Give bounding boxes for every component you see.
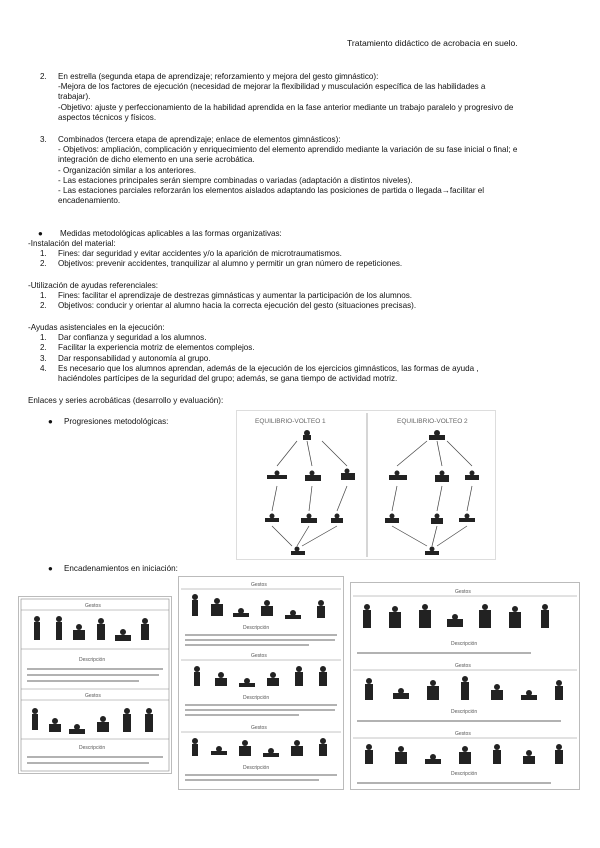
progresiones-bullet: ● Progresiones metodológicas: xyxy=(48,417,169,426)
left-descripcion-2: Descripción xyxy=(79,745,106,751)
instalacion-num-1: 1. xyxy=(40,249,47,259)
middle-descripcion-1: Descripción xyxy=(243,625,270,631)
item-3-title: Combinados (tercera etapa de aprendizaje; enlace de elementos gimnásticos): xyxy=(58,135,341,144)
instalacion-num-2: 2. xyxy=(40,259,47,269)
encadenamiento-left-drawing xyxy=(19,597,171,773)
item-3-block xyxy=(40,135,580,206)
ayudas-ref-item-2: Objetivos: conducir y orientar al alumno hacia la correcta ejecución del gesto (situaciones precisas). xyxy=(58,301,417,311)
ayudas-asist-num-2: 2. xyxy=(40,343,47,353)
item-2-title: En estrella (segunda etapa de aprendizaje; reforzamiento y mejora del gesto gimnástico): xyxy=(58,72,379,81)
instalacion-title: -Instalación del material: xyxy=(28,239,116,248)
encadenamiento-figure-middle xyxy=(178,576,344,790)
middle-descripcion-2: Descripción xyxy=(243,695,270,701)
item-2-line-1: -Mejora de los factores de ejecución (necesidad de mejorar la flexibilidad y musculación específica de las habilidades a xyxy=(58,82,486,92)
middle-gestos-3: Gestos xyxy=(251,725,267,731)
ayudas-asist-item-3: Dar responsabilidad y autonomía al grupo. xyxy=(58,353,211,363)
right-descripcion-1: Descripción xyxy=(451,641,478,647)
left-gestos-1: Gestos xyxy=(85,603,101,609)
item-3-line-2: integración de dicho elemento en una serie acrobática. xyxy=(58,155,255,165)
ayudas-asist-item-4: Es necesario que los alumnos aprendan, además de la ejecución de los ejercicios gimnásticos, las formas de ayuda , xyxy=(58,363,479,373)
instalacion-item-1: Fines: dar seguridad y evitar accidentes y/o la aparición de microtraumatismos. xyxy=(58,249,342,259)
item-3-line-1: - Objetivos: ampliación, complicación y enriquecimiento del elemento aprendido mediante la variación de su fase inicial o final; e xyxy=(58,145,518,155)
progresiones-label: Progresiones metodológicas: xyxy=(64,417,169,426)
middle-gestos-1: Gestos xyxy=(251,582,267,588)
item-2-block xyxy=(40,72,580,123)
encadenamiento-right-drawing xyxy=(351,583,579,789)
ayudas-asist-item-2: Facilitar la experiencia motriz de elementos complejos. xyxy=(58,343,255,353)
ayudas-asist-num-1: 1. xyxy=(40,333,47,343)
ayudas-asist-item-1: Dar confianza y seguridad a los alumnos. xyxy=(58,333,207,343)
left-gestos-2: Gestos xyxy=(85,693,101,699)
item-2-line-4: aspectos técnicos y físicos. xyxy=(58,112,157,122)
item-3-line-6: encadenamiento. xyxy=(58,196,121,206)
item-3-line-5: - Las estaciones parciales reforzarán los elementos aislados adaptando las posiciones de partida o llegada→facilitar el xyxy=(58,186,485,196)
ayudas-ref-num-1: 1. xyxy=(40,291,47,301)
right-descripcion-2: Descripción xyxy=(451,709,478,715)
encadenamiento-middle-drawing xyxy=(179,577,343,789)
ayudas-asist-item-4-cont: haciéndoles partícipes de la seguridad del grupo; además, se gana tiempo de actividad motriz. xyxy=(58,374,398,384)
item-3-line-3: - Organización similar a los anteriores. xyxy=(58,165,197,175)
medidas-title: Medidas metodológicas aplicables a las formas organizativas: xyxy=(60,229,282,238)
right-gestos-2: Gestos xyxy=(455,663,471,669)
equilibrio-volteo-figure xyxy=(236,410,496,560)
left-descripcion-1: Descripción xyxy=(79,657,106,663)
right-gestos-3: Gestos xyxy=(455,731,471,737)
ayudas-asist-title: -Ayudas asistenciales en la ejecución: xyxy=(28,323,165,332)
ayudas-ref-item-1: Fines: facilitar el aprendizaje de destrezas gimnásticas y aumentar la participación de los alumnos. xyxy=(58,291,413,301)
right-gestos-1: Gestos xyxy=(455,589,471,595)
equilibrio-2-label: EQUILIBRIO-VOLTEO 2 xyxy=(397,418,468,425)
middle-descripcion-3: Descripción xyxy=(243,765,270,771)
ayudas-asist-num-4: 4. xyxy=(40,363,47,373)
enlaces-title: Enlaces y series acrobáticas (desarrollo y evaluación): xyxy=(28,396,224,405)
ayudas-ref-num-2: 2. xyxy=(40,301,47,311)
item-2-line-3: -Objetivo: ajuste y perfeccionamiento de la habilidad aprendida en la fase anterior mediante un trabajo paralelo y progresivo de xyxy=(58,102,514,112)
equilibrio-volteo-drawing xyxy=(237,411,495,559)
instalacion-item-2: Objetivos: prevenir accidentes, tranquilizar al alumno y permitir un gran número de repeticiones. xyxy=(58,259,403,269)
ayudas-asist-num-3: 3. xyxy=(40,353,47,363)
encadenamiento-figure-right xyxy=(350,582,580,790)
medidas-bullet: ● Medidas metodológicas aplicables a las formas organizativas: xyxy=(38,229,282,238)
ayudas-ref-block xyxy=(28,281,588,312)
right-descripcion-3: Descripción xyxy=(451,771,478,777)
encadenamiento-figure-left xyxy=(18,596,172,774)
equilibrio-1-label: EQUILIBRIO-VOLTEO 1 xyxy=(255,418,326,425)
encadenamientos-label: Encadenamientos en iniciación: xyxy=(64,564,178,573)
item-2-line-2: trabajar). xyxy=(58,92,91,102)
encadenamientos-bullet: ● Encadenamientos en iniciación: xyxy=(48,564,178,573)
item-3-number: 3. xyxy=(40,135,47,144)
item-2-number: 2. xyxy=(40,72,47,81)
middle-gestos-2: Gestos xyxy=(251,653,267,659)
item-3-line-4: - Las estaciones principales serán siempre combinadas o variadas (adaptación a distintos niveles). xyxy=(58,175,413,185)
ayudas-ref-title: -Utilización de ayudas referenciales: xyxy=(28,281,159,290)
ayudas-asist-block xyxy=(28,323,588,384)
instalacion-block xyxy=(28,239,588,270)
page-header-title: Tratamiento didáctico de acrobacia en suelo. xyxy=(347,38,518,48)
